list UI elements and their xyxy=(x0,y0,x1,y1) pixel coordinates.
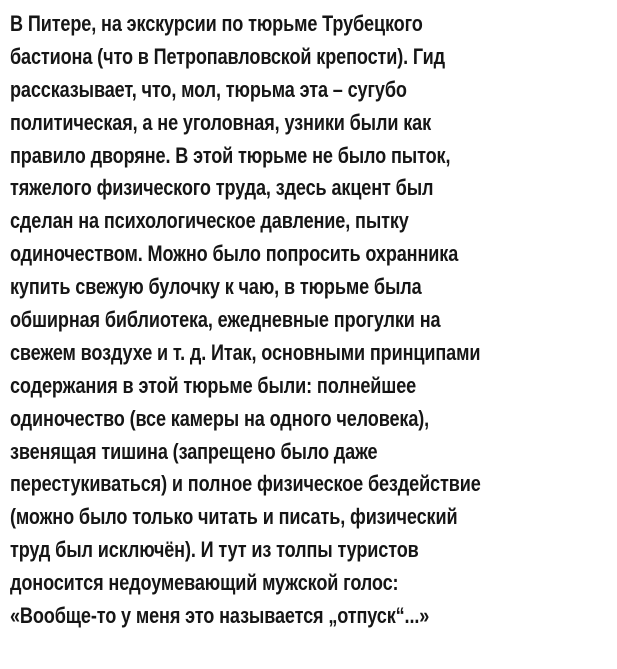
post-text-line: политическая, а не уголовная, узники были как xyxy=(10,109,432,135)
post-text-line: труд был исключён). И тут из толпы туристов xyxy=(10,537,419,563)
post-text-line: звенящая тишина (запрещено было даже xyxy=(10,438,378,464)
post-text-line: одиночество (все камеры на одного человека), xyxy=(10,405,430,431)
post-text-line: рассказывает, что, мол, тюрьма эта – сугубо xyxy=(10,76,407,102)
post-text-line: обширная библиотека, ежедневные прогулки на xyxy=(10,307,441,333)
post-text-line: (можно было только читать и писать, физический xyxy=(10,504,458,530)
post-text-line: правило дворяне. В этой тюрьме не было пыток, xyxy=(10,142,451,168)
post-text-line: перестукиваться) и полное физическое бездействие xyxy=(10,471,481,497)
post-text-line: одиночеством. Можно было попросить охранника xyxy=(10,241,459,267)
post-text-line: купить свежую булочку к чаю, в тюрьме была xyxy=(10,274,422,300)
post-text-line: доносится недоумевающий мужской голос: xyxy=(10,570,399,596)
post-text xyxy=(10,8,490,633)
post-text-line: сделан на психологическое давление, пытку xyxy=(10,208,409,234)
post-text-line: бастиона (что в Петропавловской крепости). Гид xyxy=(10,43,445,69)
post-text-line: тяжелого физического труда, здесь акцент был xyxy=(10,175,434,201)
post-text-line: свежем воздухе и т. д. Итак, основными принципами xyxy=(10,339,481,365)
post-text-line: «Вообще-то у меня это называется „отпуск“...» xyxy=(10,603,430,629)
post-text-line: В Питере, на экскурсии по тюрьме Трубецкого xyxy=(10,11,423,36)
post-text-line: содержания в этой тюрьме были: полнейшее xyxy=(10,372,417,398)
